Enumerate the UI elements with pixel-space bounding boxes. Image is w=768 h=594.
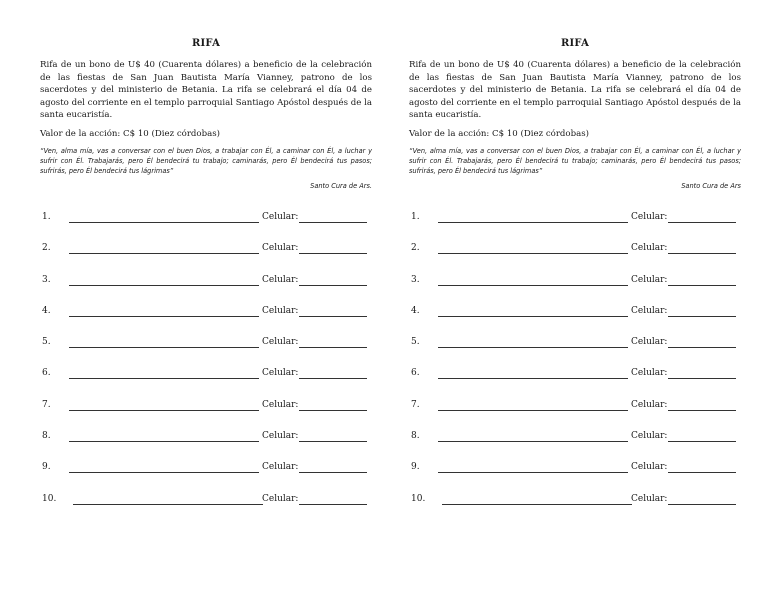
quote-author: Santo Cura de Ars. [310, 181, 372, 190]
entry-list [409, 212, 741, 525]
ticket-description: Rifa de un bono de U$ 40 (Cuarenta dólares) a beneficio de la celebración de las fiestas de San Juan Bautista María Vianney, patrono de los sacerdotes y del ministerio de Betania. La rifa se celebrará el día 04 de agosto del corriente en el templo parroquial Santiago Apóstol después de la santa eucaristía. [409, 60, 741, 121]
phone-blank-line [668, 472, 736, 473]
entry-number: 1. [42, 211, 51, 222]
entry-row [409, 306, 741, 337]
entry-row [409, 462, 741, 493]
quote-author: Santo Cura de Ars [681, 181, 741, 190]
ticket-title: RIFA [191, 38, 221, 49]
entry-row [40, 275, 372, 306]
phone-label: Celular: [262, 337, 299, 348]
phone-label: Celular: [262, 368, 299, 379]
name-blank-line [438, 378, 628, 379]
phone-blank-line [668, 285, 736, 286]
name-blank-line [69, 316, 259, 317]
entry-row [40, 306, 372, 337]
entry-number: 9. [42, 462, 51, 473]
phone-label: Celular: [631, 274, 668, 285]
phone-label: Celular: [262, 274, 299, 285]
entry-number: 3. [42, 274, 51, 285]
ticket-title: RIFA [560, 38, 590, 49]
phone-blank-line [299, 504, 367, 505]
name-blank-line [438, 472, 628, 473]
phone-label: Celular: [631, 368, 668, 379]
entry-number: 2. [42, 243, 51, 254]
phone-blank-line [299, 472, 367, 473]
ticket-price: Valor de la acción: C$ 10 (Diez córdobas) [40, 128, 220, 139]
phone-blank-line [299, 253, 367, 254]
raffle-ticket-right [409, 38, 741, 525]
entry-row [409, 431, 741, 462]
phone-label: Celular: [631, 431, 668, 442]
phone-label: Celular: [631, 399, 668, 410]
entry-row [409, 275, 741, 306]
name-blank-line [438, 222, 628, 223]
phone-label: Celular: [262, 211, 299, 222]
entry-row [409, 368, 741, 399]
name-blank-line [69, 253, 259, 254]
entry-number: 4. [411, 305, 420, 316]
entry-row [409, 494, 741, 525]
phone-label: Celular: [262, 305, 299, 316]
entry-number: 1. [411, 211, 420, 222]
entry-row [409, 243, 741, 274]
entry-number: 8. [411, 431, 420, 442]
entry-number: 5. [42, 337, 51, 348]
phone-blank-line [668, 222, 736, 223]
entry-number: 2. [411, 243, 420, 254]
phone-blank-line [299, 316, 367, 317]
entry-number: 4. [42, 305, 51, 316]
entry-number: 7. [42, 399, 51, 410]
name-blank-line [438, 347, 628, 348]
name-blank-line [69, 285, 259, 286]
entry-number: 8. [42, 431, 51, 442]
entry-row [40, 243, 372, 274]
entry-row [409, 337, 741, 368]
phone-blank-line [299, 222, 367, 223]
raffle-ticket-left [40, 38, 372, 525]
phone-label: Celular: [631, 462, 668, 473]
entry-row [409, 212, 741, 243]
entry-row [40, 494, 372, 525]
entry-number: 7. [411, 399, 420, 410]
phone-blank-line [299, 410, 367, 411]
ticket-price: Valor de la acción: C$ 10 (Diez córdobas) [409, 128, 589, 139]
phone-blank-line [299, 285, 367, 286]
phone-label: Celular: [262, 431, 299, 442]
phone-label: Celular: [262, 399, 299, 410]
phone-blank-line [668, 316, 736, 317]
name-blank-line [69, 222, 259, 223]
phone-blank-line [299, 441, 367, 442]
phone-label: Celular: [262, 493, 299, 504]
entry-row [409, 400, 741, 431]
entry-row [40, 462, 372, 493]
phone-blank-line [668, 347, 736, 348]
entry-row [40, 368, 372, 399]
name-blank-line [438, 410, 628, 411]
entry-number: 6. [42, 368, 51, 379]
phone-label: Celular: [262, 462, 299, 473]
ticket-quote: “Ven, alma mía, vas a conversar con el buen Dios, a trabajar con Él, a caminar con Él, a luchar y sufrir con Él. Trabajarás, pero Él bendecirá tu trabajo; caminarás, pero Él bendecirá tus pasos; sufrirás, pero Él bendecirá tus lágrimas” [409, 146, 741, 175]
phone-blank-line [668, 504, 736, 505]
phone-label: Celular: [262, 243, 299, 254]
name-blank-line [438, 285, 628, 286]
name-blank-line [69, 410, 259, 411]
entry-number: 10. [411, 493, 426, 504]
entry-list [40, 212, 372, 525]
entry-row [40, 212, 372, 243]
entry-number: 10. [42, 493, 57, 504]
phone-blank-line [668, 378, 736, 379]
phone-blank-line [299, 378, 367, 379]
phone-blank-line [299, 347, 367, 348]
phone-label: Celular: [631, 243, 668, 254]
ticket-quote: “Ven, alma mía, vas a conversar con el buen Dios, a trabajar con Él, a caminar con Él, a luchar y sufrir con Él. Trabajarás, pero Él bendecirá tu trabajo; caminarás, pero Él bendecirá tus pasos; sufrirás, pero Él bendecirá tus lágrimas” [40, 146, 372, 175]
name-blank-line [438, 316, 628, 317]
name-blank-line [438, 253, 628, 254]
name-blank-line [69, 347, 259, 348]
phone-blank-line [668, 253, 736, 254]
entry-number: 5. [411, 337, 420, 348]
name-blank-line [73, 504, 263, 505]
name-blank-line [69, 441, 259, 442]
name-blank-line [69, 378, 259, 379]
phone-blank-line [668, 410, 736, 411]
phone-blank-line [668, 441, 736, 442]
phone-label: Celular: [631, 305, 668, 316]
name-blank-line [438, 441, 628, 442]
entry-number: 6. [411, 368, 420, 379]
phone-label: Celular: [631, 493, 668, 504]
phone-label: Celular: [631, 337, 668, 348]
entry-number: 3. [411, 274, 420, 285]
ticket-description: Rifa de un bono de U$ 40 (Cuarenta dólares) a beneficio de la celebración de las fiestas de San Juan Bautista María Vianney, patrono de los sacerdotes y del ministerio de Betania. La rifa se celebrará el día 04 de agosto del corriente en el templo parroquial Santiago Apóstol después de la santa eucaristía. [40, 60, 372, 121]
entry-row [40, 337, 372, 368]
entry-row [40, 431, 372, 462]
entry-row [40, 400, 372, 431]
entry-number: 9. [411, 462, 420, 473]
phone-label: Celular: [631, 211, 668, 222]
name-blank-line [69, 472, 259, 473]
name-blank-line [442, 504, 632, 505]
